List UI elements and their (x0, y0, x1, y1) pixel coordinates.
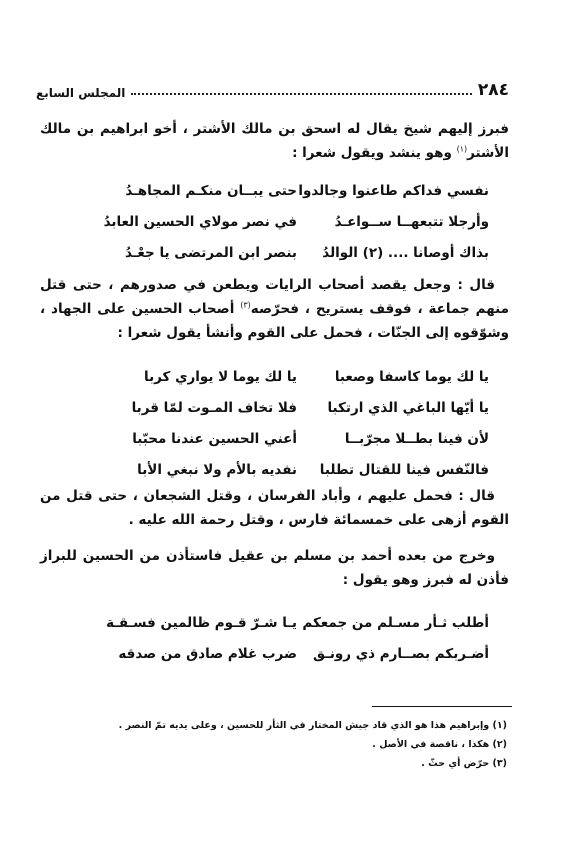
verse-row (40, 207, 509, 238)
verse-row (40, 393, 509, 424)
verse-first-hemistich: يا لك يوما كاسفا وصعبا (334, 369, 489, 385)
header-dotted-leader (131, 93, 471, 95)
footnote-3: (٣) حرّض أي حثّ . (421, 758, 507, 769)
paragraph-2-lead: قال : وجعل يقصد أصحاب الرايات ويطعن في صدورهم ، حتى قتل منهم جماعة ، فوقف يستريح ، فحرّصه (40, 277, 510, 317)
paragraph-2-tail: أصحاب الحسين على الجهاد ، وشوّقوه إلى الجنّات ، فحمل على القوم وأنشأ يقول شعرا : (40, 301, 509, 341)
verse-row (40, 455, 509, 486)
verse-first-hemistich: بذاك أوصانا .... (٢) الوالدُ (322, 245, 489, 261)
verse-first-hemistich: وأرجلا تتبعهــا ســواعـدُ (334, 214, 489, 230)
verse-first-hemistich: نفسي فداكم طاعنوا وجالدوا (298, 183, 489, 199)
paragraph-1-lead: فبرز إليهم شيخ يقال له اسحق بن مالك الأشتر ، أخو ابراهيم بن مالك الأشتر (40, 121, 509, 161)
footnote-separator (372, 706, 512, 707)
verse-row (40, 238, 509, 269)
verse-row (40, 639, 509, 670)
poem-2 (40, 362, 509, 486)
verse-second-hemistich: نفديه بالأم ولا نبغي الأبا (137, 462, 297, 478)
verse-first-hemistich: فالنّفس فينا للقتال تطلبا (319, 462, 489, 478)
paragraph-1-tail: وهو ينشد ويقول شعرا : (292, 145, 457, 161)
verse-first-hemistich: أطلب ثـأر مسـلم من جمعكم (302, 615, 489, 631)
verse-first-hemistich: يا أيّها الباغي الذي ارتكبا (327, 400, 489, 416)
verse-second-hemistich: بنصر ابن المرتضى يا جعْـدُ (125, 245, 297, 261)
paragraph-1 (40, 117, 509, 165)
verse-second-hemistich: حتى يبــان منكـم المجاهـدُ (125, 183, 297, 199)
verse-first-hemistich: لأن فينا بطــلا مجرّبــا (344, 431, 489, 447)
page-number: ٢٨٤ (477, 80, 509, 100)
verse-row (40, 424, 509, 455)
paragraph-2 (40, 273, 509, 345)
poem-1 (40, 176, 509, 269)
verse-row (40, 176, 509, 207)
verse-row (40, 608, 509, 639)
footnote-ref-3[interactable]: (٣) (240, 300, 251, 310)
paragraph-3-text: قال : فحمل عليهم ، وأباد الفرسان ، وقتل الشجعان ، حتى قتل من القوم أزهى على خمسمائة فارس ، وقتل رحمة الله عليه . (40, 488, 509, 528)
chapter-title: المجلس السابع (36, 86, 126, 100)
verse-row (40, 362, 509, 393)
verse-second-hemistich: فلا تخاف المـوت لمّا قربا (131, 400, 297, 416)
footnotes (40, 716, 507, 773)
footnote-1: (١) وإبراهيم هذا هو الذي قاد جيش المختار في الثأر للحسين ، وعلى يديه تمّ النصر . (118, 720, 507, 731)
verse-second-hemistich: في نصر مولاي الحسين العابدُ (103, 214, 297, 230)
paragraph-4 (40, 544, 509, 592)
paragraph-3 (40, 484, 509, 532)
verse-second-hemistich: يا لك يوما لا يواري كربا (144, 369, 297, 385)
verse-first-hemistich: أضـربكم بصــارم ذي رونـق (313, 646, 489, 662)
verse-second-hemistich: أعني الحسين عندنا محبّبا (132, 431, 297, 447)
poem-3 (40, 608, 509, 670)
footnote-2: (٢) هكذا ، ناقصة في الأصل . (372, 739, 507, 750)
verse-second-hemistich: يـا شـرّ قـوم ظالمين فسـقـة (106, 615, 297, 631)
footnote-ref-1[interactable]: (١) (456, 144, 468, 154)
page-header (36, 76, 509, 100)
paragraph-4-text: وخرج من بعده أحمد بن مسلم بن عقيل فاستأذن من الحسين للبراز فأذن له فبرز وهو يقول : (40, 548, 509, 588)
verse-second-hemistich: ضرب غلام صادق من صدقه (118, 646, 297, 662)
